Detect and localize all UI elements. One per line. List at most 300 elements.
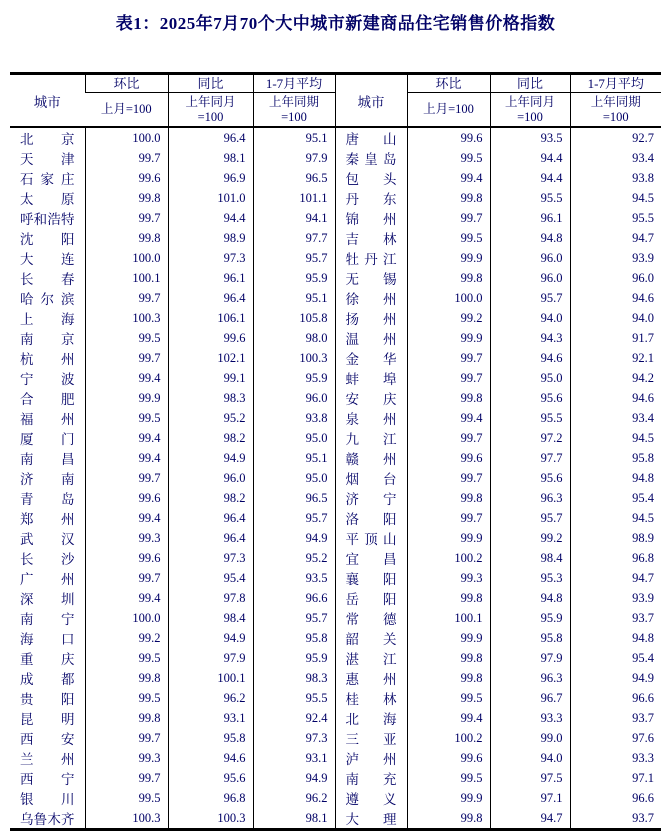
value-cell: 95.8: [570, 448, 661, 468]
value-cell: 96.3: [490, 488, 570, 508]
value-cell: 95.6: [168, 768, 253, 788]
city-cell: 蚌埠: [335, 368, 407, 388]
table-row: [10, 308, 661, 328]
table-row: [10, 368, 661, 388]
header-yoy-sub-right: [490, 93, 570, 128]
value-cell: 99.7: [407, 368, 490, 388]
table-row: [10, 548, 661, 568]
header-yoy-sub-left: [168, 93, 253, 128]
value-cell: 95.4: [570, 648, 661, 668]
header-mom-left: 环比: [85, 74, 168, 93]
table-row: [10, 408, 661, 428]
city-cell: 青岛: [20, 492, 75, 507]
value-cell: 99.9: [407, 328, 490, 348]
value-cell: 99.7: [85, 348, 168, 368]
value-cell: 98.3: [253, 668, 335, 688]
table-row: [10, 268, 661, 288]
city-cell: 石家庄: [20, 172, 75, 187]
city-cell: 无锡: [335, 268, 407, 288]
value-cell: 99.4: [407, 168, 490, 188]
value-cell: 95.4: [570, 488, 661, 508]
value-cell: 94.0: [490, 748, 570, 768]
header-avg-right: 1-7月平均: [570, 74, 661, 93]
value-cell: 99.6: [85, 168, 168, 188]
table-body: [10, 127, 661, 830]
value-cell: 93.4: [570, 148, 661, 168]
value-cell: 96.7: [490, 688, 570, 708]
value-cell: 99.4: [85, 448, 168, 468]
value-cell: 97.3: [168, 548, 253, 568]
value-cell: 100.1: [85, 268, 168, 288]
value-cell: 99.8: [85, 708, 168, 728]
value-cell: 99.4: [85, 588, 168, 608]
city-cell: 大连: [20, 252, 75, 267]
value-cell: 94.6: [490, 348, 570, 368]
value-cell: 95.3: [490, 568, 570, 588]
header-yoy-right: 同比: [490, 74, 570, 93]
city-cell: 沈阳: [20, 232, 75, 247]
city-cell: 牡丹江: [335, 248, 407, 268]
value-cell: 100.3: [253, 348, 335, 368]
value-cell: 95.7: [253, 608, 335, 628]
city-cell: 济南: [20, 472, 75, 487]
table-row: [10, 328, 661, 348]
city-cell: 安庆: [335, 388, 407, 408]
city-cell: 广州: [20, 572, 75, 587]
value-cell: 95.9: [253, 268, 335, 288]
city-cell: 襄阳: [335, 568, 407, 588]
value-cell: 94.9: [168, 628, 253, 648]
value-cell: 99.7: [407, 348, 490, 368]
city-cell: 重庆: [20, 652, 75, 667]
city-cell: 金华: [335, 348, 407, 368]
value-cell: 99.7: [85, 208, 168, 228]
value-cell: 95.7: [253, 508, 335, 528]
value-cell: 100.0: [85, 608, 168, 628]
value-cell: 100.0: [85, 248, 168, 268]
value-cell: 94.4: [490, 168, 570, 188]
city-cell: 昆明: [20, 712, 75, 727]
city-cell: 南宁: [20, 612, 75, 627]
value-cell: 93.7: [570, 608, 661, 628]
value-cell: 99.5: [407, 688, 490, 708]
table-row: [10, 448, 661, 468]
value-cell: 97.5: [490, 768, 570, 788]
value-cell: 92.4: [253, 708, 335, 728]
header-yoy-sub-line1: 上年同月: [504, 94, 555, 109]
value-cell: 93.5: [253, 568, 335, 588]
header-row-top: [10, 74, 661, 93]
value-cell: 93.8: [253, 408, 335, 428]
value-cell: 99.9: [407, 248, 490, 268]
header-avg-sub-left: [253, 93, 335, 128]
page-title: 表1：2025年7月70个大中城市新建商品住宅销售价格指数: [115, 14, 556, 33]
value-cell: 95.8: [490, 628, 570, 648]
value-cell: 99.2: [407, 308, 490, 328]
city-cell: 湛江: [335, 648, 407, 668]
value-cell: 99.1: [168, 368, 253, 388]
value-cell: 93.7: [570, 708, 661, 728]
city-cell: 西安: [20, 732, 75, 747]
value-cell: 93.8: [570, 168, 661, 188]
value-cell: 96.0: [168, 468, 253, 488]
value-cell: 95.2: [168, 408, 253, 428]
table-row: [10, 188, 661, 208]
value-cell: 91.7: [570, 328, 661, 348]
value-cell: 94.1: [253, 208, 335, 228]
city-cell: 桂林: [335, 688, 407, 708]
city-cell: 福州: [20, 412, 75, 427]
value-cell: 96.8: [570, 548, 661, 568]
table-row: [10, 768, 661, 788]
header-mom-sub-right: 上月=100: [407, 93, 490, 128]
city-cell: 武汉: [20, 532, 75, 547]
value-cell: 99.2: [490, 528, 570, 548]
value-cell: 95.5: [490, 188, 570, 208]
table-row: [10, 708, 661, 728]
value-cell: 94.6: [168, 748, 253, 768]
value-cell: 100.2: [407, 548, 490, 568]
city-cell: 兰州: [20, 752, 75, 767]
value-cell: 97.9: [168, 648, 253, 668]
value-cell: 94.2: [570, 368, 661, 388]
value-cell: 99.8: [407, 668, 490, 688]
value-cell: 98.0: [253, 328, 335, 348]
value-cell: 99.7: [85, 768, 168, 788]
city-cell: 厦门: [20, 432, 75, 447]
value-cell: 96.6: [570, 688, 661, 708]
value-cell: 99.7: [85, 568, 168, 588]
value-cell: 94.0: [570, 308, 661, 328]
value-cell: 94.4: [168, 208, 253, 228]
value-cell: 99.8: [407, 588, 490, 608]
header-mom-sub-left: 上月=100: [85, 93, 168, 128]
value-cell: 95.9: [253, 368, 335, 388]
value-cell: 96.0: [490, 248, 570, 268]
value-cell: 100.3: [168, 808, 253, 830]
value-cell: 93.5: [490, 127, 570, 148]
value-cell: 99.6: [407, 748, 490, 768]
city-cell: 平顶山: [335, 528, 407, 548]
table-row: [10, 148, 661, 168]
value-cell: 99.6: [407, 127, 490, 148]
value-cell: 99.3: [407, 568, 490, 588]
value-cell: 95.9: [253, 648, 335, 668]
value-cell: 96.0: [253, 388, 335, 408]
header-city-left: 城市: [10, 74, 85, 128]
city-cell: 上海: [20, 312, 75, 327]
header-yoy-sub-line2: =100: [517, 109, 543, 124]
value-cell: 98.1: [168, 148, 253, 168]
value-cell: 98.9: [168, 228, 253, 248]
city-cell: 南昌: [20, 452, 75, 467]
value-cell: 99.8: [407, 268, 490, 288]
value-cell: 99.6: [85, 488, 168, 508]
value-cell: 93.4: [570, 408, 661, 428]
value-cell: 99.7: [407, 508, 490, 528]
value-cell: 95.0: [490, 368, 570, 388]
value-cell: 100.3: [85, 808, 168, 830]
value-cell: 96.4: [168, 288, 253, 308]
city-cell: 合肥: [20, 392, 75, 407]
table-row: [10, 208, 661, 228]
value-cell: 99.5: [85, 648, 168, 668]
value-cell: 99.5: [85, 328, 168, 348]
value-cell: 99.7: [407, 208, 490, 228]
value-cell: 93.3: [570, 748, 661, 768]
value-cell: 96.4: [168, 528, 253, 548]
city-cell: 天津: [20, 152, 75, 167]
city-cell: 长春: [20, 272, 75, 287]
city-cell: 乌鲁木齐: [20, 812, 75, 827]
city-cell: 北京: [20, 132, 75, 147]
table-row: [10, 528, 661, 548]
value-cell: 93.9: [570, 248, 661, 268]
value-cell: 93.1: [253, 748, 335, 768]
value-cell: 96.0: [490, 268, 570, 288]
value-cell: 97.9: [253, 148, 335, 168]
value-cell: 99.9: [407, 528, 490, 548]
value-cell: 102.1: [168, 348, 253, 368]
city-cell: 温州: [335, 328, 407, 348]
value-cell: 96.4: [168, 508, 253, 528]
value-cell: 96.0: [570, 268, 661, 288]
city-cell: 包头: [335, 168, 407, 188]
table-row: [10, 808, 661, 830]
city-cell: 哈尔滨: [20, 292, 75, 307]
table-row: [10, 428, 661, 448]
value-cell: 99.8: [407, 388, 490, 408]
value-cell: 94.7: [570, 568, 661, 588]
value-cell: 99.8: [407, 488, 490, 508]
city-cell: 洛阳: [335, 508, 407, 528]
value-cell: 93.1: [168, 708, 253, 728]
value-cell: 96.3: [490, 668, 570, 688]
value-cell: 96.8: [168, 788, 253, 808]
value-cell: 96.2: [168, 688, 253, 708]
city-cell: 贵阳: [20, 692, 75, 707]
value-cell: 95.0: [253, 428, 335, 448]
table-row: [10, 228, 661, 248]
value-cell: 94.9: [168, 448, 253, 468]
city-cell: 徐州: [335, 288, 407, 308]
value-cell: 99.7: [85, 148, 168, 168]
value-cell: 99.9: [85, 388, 168, 408]
header-avg-sub-line2: =100: [281, 109, 307, 124]
value-cell: 98.3: [168, 388, 253, 408]
value-cell: 93.7: [570, 808, 661, 830]
value-cell: 95.6: [490, 468, 570, 488]
value-cell: 99.4: [407, 708, 490, 728]
value-cell: 94.5: [570, 428, 661, 448]
value-cell: 95.7: [253, 248, 335, 268]
value-cell: 92.1: [570, 348, 661, 368]
value-cell: 96.6: [253, 588, 335, 608]
value-cell: 94.6: [570, 288, 661, 308]
value-cell: 100.1: [407, 608, 490, 628]
value-cell: 99.4: [85, 428, 168, 448]
value-cell: 99.7: [407, 428, 490, 448]
table-row: [10, 688, 661, 708]
city-cell: 唐山: [335, 127, 407, 148]
header-avg-sub-line1: 上年同期: [268, 94, 319, 109]
city-cell: 长沙: [20, 552, 75, 567]
city-cell: 岳阳: [335, 588, 407, 608]
city-cell: 锦州: [335, 208, 407, 228]
value-cell: 94.5: [570, 508, 661, 528]
value-cell: 97.8: [168, 588, 253, 608]
city-cell: 秦皇岛: [335, 148, 407, 168]
city-cell: 赣州: [335, 448, 407, 468]
value-cell: 96.1: [168, 268, 253, 288]
value-cell: 94.9: [253, 768, 335, 788]
value-cell: 100.0: [85, 127, 168, 148]
table-row: [10, 728, 661, 748]
table-row: [10, 348, 661, 368]
value-cell: 99.6: [168, 328, 253, 348]
value-cell: 99.8: [85, 188, 168, 208]
value-cell: 95.5: [253, 688, 335, 708]
value-cell: 99.7: [85, 728, 168, 748]
value-cell: 99.7: [85, 288, 168, 308]
city-cell: 呼和浩特: [20, 212, 75, 227]
value-cell: 99.6: [85, 548, 168, 568]
value-cell: 99.4: [85, 368, 168, 388]
value-cell: 98.4: [490, 548, 570, 568]
price-index-table: [10, 72, 661, 831]
value-cell: 95.7: [490, 508, 570, 528]
header-avg-sub-right: [570, 93, 661, 128]
value-cell: 99.5: [407, 148, 490, 168]
value-cell: 99.8: [407, 808, 490, 830]
value-cell: 98.2: [168, 428, 253, 448]
table-row: [10, 488, 661, 508]
value-cell: 96.2: [253, 788, 335, 808]
city-cell: 泸州: [335, 748, 407, 768]
value-cell: 95.8: [253, 628, 335, 648]
table-row: [10, 468, 661, 488]
value-cell: 94.0: [490, 308, 570, 328]
value-cell: 97.2: [490, 428, 570, 448]
value-cell: 99.0: [490, 728, 570, 748]
city-cell: 西宁: [20, 772, 75, 787]
value-cell: 99.6: [407, 448, 490, 468]
value-cell: 99.3: [85, 528, 168, 548]
header-yoy-left: 同比: [168, 74, 253, 93]
value-cell: 95.9: [490, 608, 570, 628]
value-cell: 99.3: [85, 748, 168, 768]
value-cell: 95.0: [253, 468, 335, 488]
value-cell: 97.6: [570, 728, 661, 748]
value-cell: 99.8: [407, 648, 490, 668]
value-cell: 99.9: [407, 628, 490, 648]
value-cell: 94.8: [490, 228, 570, 248]
value-cell: 94.6: [570, 388, 661, 408]
city-cell: 宁波: [20, 372, 75, 387]
value-cell: 97.9: [490, 648, 570, 668]
value-cell: 100.3: [85, 308, 168, 328]
value-cell: 99.7: [85, 468, 168, 488]
value-cell: 95.1: [253, 448, 335, 468]
value-cell: 95.4: [168, 568, 253, 588]
city-cell: 南京: [20, 332, 75, 347]
city-cell: 海口: [20, 632, 75, 647]
value-cell: 95.1: [253, 127, 335, 148]
header-avg-sub-line2: =100: [602, 109, 629, 124]
city-cell: 太原: [20, 192, 75, 207]
value-cell: 105.8: [253, 308, 335, 328]
header-avg-sub-line1: 上年同期: [590, 94, 641, 109]
value-cell: 95.7: [490, 288, 570, 308]
value-cell: 97.1: [490, 788, 570, 808]
table-row: [10, 748, 661, 768]
value-cell: 97.1: [570, 768, 661, 788]
value-cell: 99.5: [407, 768, 490, 788]
city-cell: 南充: [335, 768, 407, 788]
value-cell: 94.7: [490, 808, 570, 830]
value-cell: 95.1: [253, 288, 335, 308]
header-yoy-sub-line2: =100: [197, 109, 224, 124]
value-cell: 93.9: [570, 588, 661, 608]
city-cell: 北海: [335, 708, 407, 728]
value-cell: 106.1: [168, 308, 253, 328]
value-cell: 99.4: [85, 508, 168, 528]
city-cell: 韶关: [335, 628, 407, 648]
table-row: [10, 568, 661, 588]
table-row: [10, 248, 661, 268]
value-cell: 95.2: [253, 548, 335, 568]
value-cell: 94.4: [490, 148, 570, 168]
city-cell: 杭州: [20, 352, 75, 367]
value-cell: 94.8: [490, 588, 570, 608]
value-cell: 97.3: [253, 728, 335, 748]
value-cell: 96.5: [253, 168, 335, 188]
table-row: [10, 288, 661, 308]
value-cell: 94.8: [570, 468, 661, 488]
value-cell: 97.7: [490, 448, 570, 468]
value-cell: 96.4: [168, 127, 253, 148]
value-cell: 96.5: [253, 488, 335, 508]
value-cell: 94.9: [253, 528, 335, 548]
city-cell: 九江: [335, 428, 407, 448]
header-yoy-sub-line1: 上年同月: [185, 94, 236, 109]
table-row: [10, 388, 661, 408]
value-cell: 97.7: [253, 228, 335, 248]
city-cell: 大理: [335, 808, 407, 830]
table-row: [10, 588, 661, 608]
city-cell: 成都: [20, 672, 75, 687]
city-cell: 惠州: [335, 668, 407, 688]
table-row: [10, 668, 661, 688]
value-cell: 94.3: [490, 328, 570, 348]
table-row: [10, 608, 661, 628]
value-cell: 98.9: [570, 528, 661, 548]
header-city-right: 城市: [335, 74, 407, 128]
header-avg-left: 1-7月平均: [253, 74, 335, 93]
table-row: [10, 648, 661, 668]
city-cell: 宜昌: [335, 548, 407, 568]
value-cell: 92.7: [570, 127, 661, 148]
table-row: [10, 628, 661, 648]
city-cell: 三亚: [335, 728, 407, 748]
value-cell: 99.9: [407, 788, 490, 808]
city-cell: 烟台: [335, 468, 407, 488]
value-cell: 93.3: [490, 708, 570, 728]
value-cell: 94.5: [570, 188, 661, 208]
value-cell: 99.7: [407, 468, 490, 488]
city-cell: 深圳: [20, 592, 75, 607]
value-cell: 101.0: [168, 188, 253, 208]
